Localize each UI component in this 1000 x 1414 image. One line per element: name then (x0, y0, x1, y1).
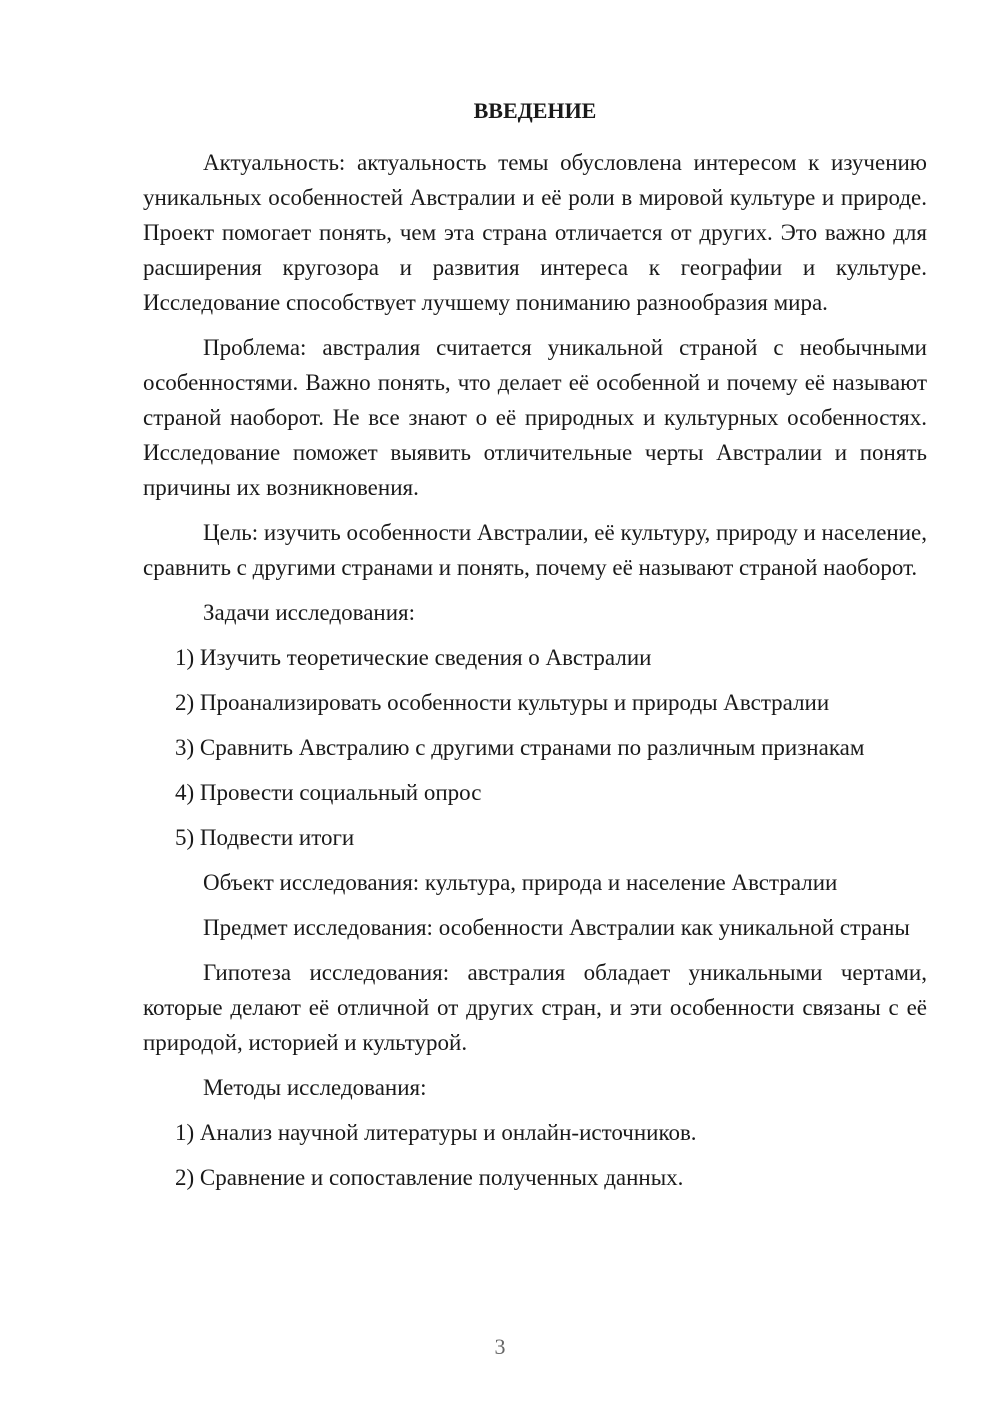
problem-paragraph: Проблема: австралия считается уникальной страной с необычными особенностями. Важно понять, что делает её особенной и почему её называют страной наоборот. Не все знают о её природных и культурных особенностях. Исследование поможет выявить отличительные черты Австралии и понять причины их возникновения. (143, 335, 927, 500)
hypothesis-paragraph: Гипотеза исследования: австралия обладает уникальными чертами, которые делают её отличной от других стран, и эти особенности связаны с её природой, историей и культурой. (143, 960, 927, 1055)
task-item: 1) Изучить теоретические сведения о Австралии (175, 645, 652, 670)
task-item: 3) Сравнить Австралию с другими странами по различным признакам (175, 735, 865, 760)
tasks-heading: Задачи исследования: (203, 600, 416, 625)
method-item: 2) Сравнение и сопоставление полученных данных. (175, 1165, 684, 1190)
section-title: ВВЕДЕНИЕ (473, 98, 597, 123)
page-content (143, 96, 927, 1205)
relevance-paragraph: Актуальность: актуальность темы обусловлена интересом к изучению уникальных особенностей Австралии и её роли в мировой культуре и природе. Проект помогает понять, чем эта страна отличается от других. Это важно для расширения кругозора и развития интереса к географии и культуре. Исследование способствует лучшему пониманию разнообразия мира. (143, 150, 927, 315)
task-item: 2) Проанализировать особенности культуры и природы Австралии (175, 690, 830, 715)
method-item: 1) Анализ научной литературы и онлайн-источников. (175, 1120, 697, 1145)
task-item: 4) Провести социальный опрос (175, 780, 482, 805)
methods-heading: Методы исследования: (203, 1075, 427, 1100)
subject-paragraph: Предмет исследования: особенности Австралии как уникальной страны (203, 915, 910, 940)
goal-paragraph: Цель: изучить особенности Австралии, её культуру, природу и население, сравнить с другими странами и понять, почему её называют страной наоборот. (143, 520, 927, 580)
task-item: 5) Подвести итоги (175, 825, 355, 850)
page-number: 3 (494, 1334, 506, 1359)
object-paragraph: Объект исследования: культура, природа и население Австралии (203, 870, 838, 895)
